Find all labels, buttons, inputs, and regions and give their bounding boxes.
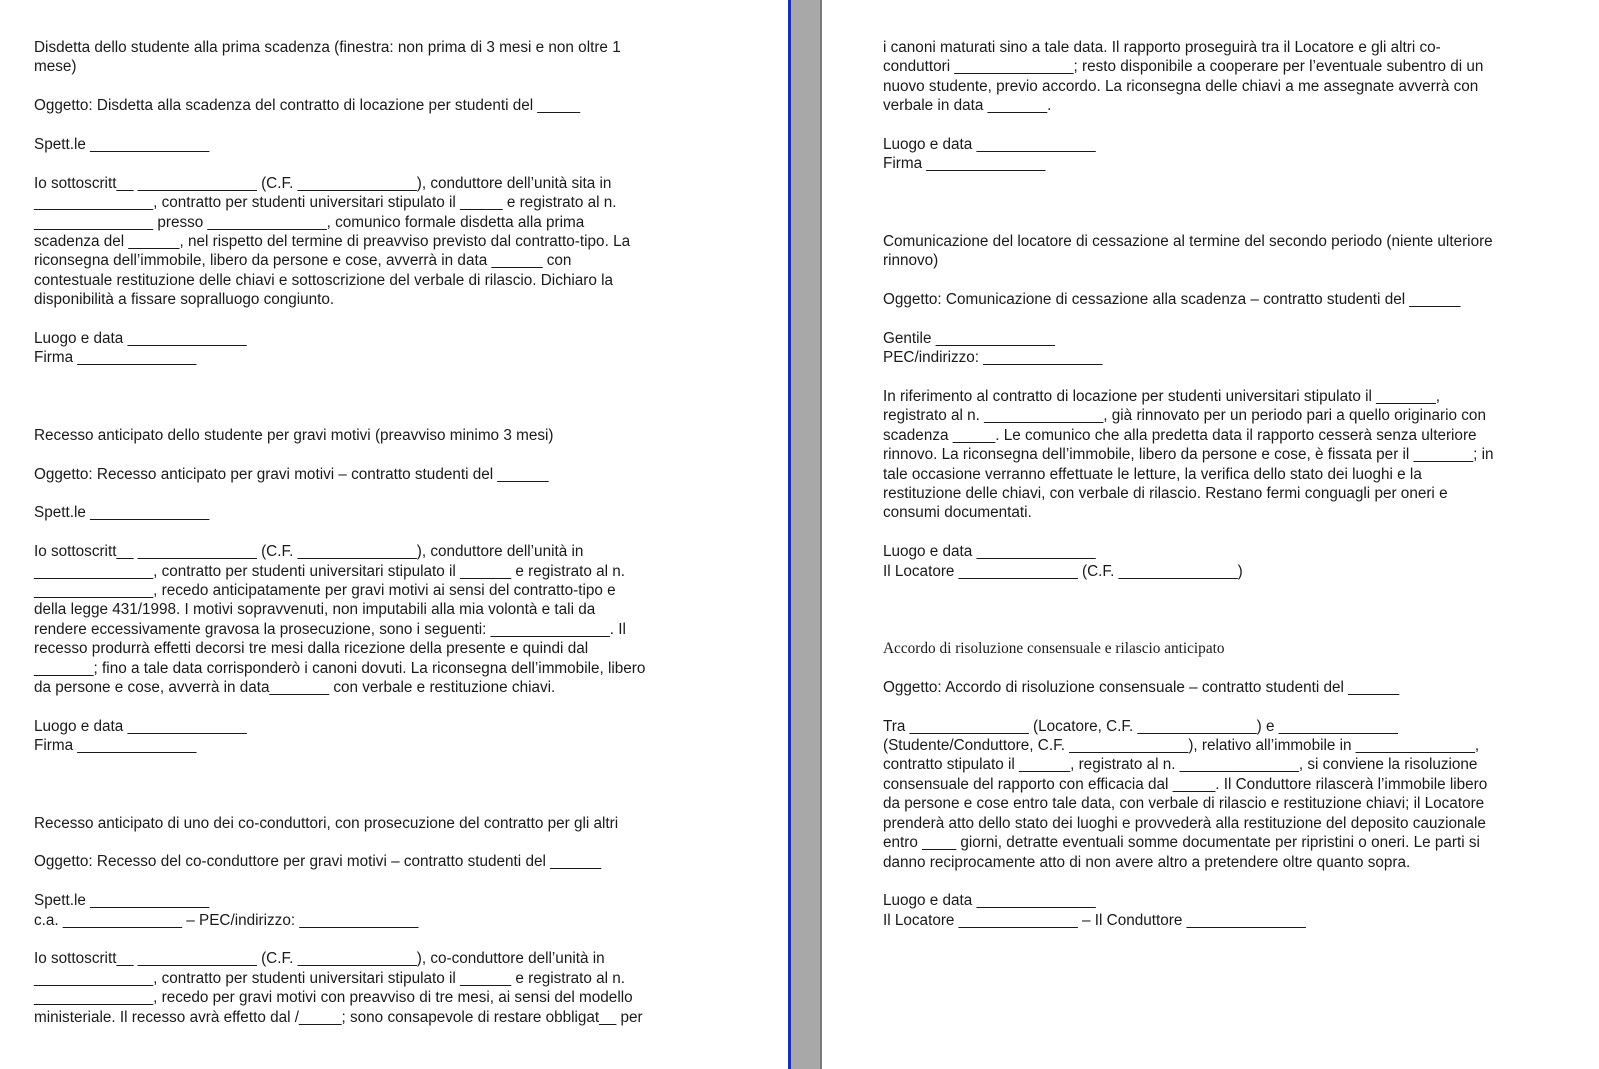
section-title: Disdetta dello studente alla prima scadenza (finestra: non prima di 3 mesi e non oltre 1 mese) xyxy=(34,39,621,76)
right-page xyxy=(822,0,1599,1069)
recipient-line: Spett.le ______________ c.a. ______________ – PEC/indirizzo: ______________ xyxy=(34,892,419,929)
section-title: Recesso anticipato dello studente per gravi motivi (preavviso minimo 3 mesi) xyxy=(34,426,554,444)
section-title: Comunicazione del locatore di cessazione al termine del secondo periodo (niente ulteriore rinnovo) xyxy=(883,232,1493,270)
right-page-column xyxy=(883,38,1553,930)
page-gutter xyxy=(790,0,822,1069)
recipient-line: Gentile ______________ PEC/indirizzo: ______________ xyxy=(883,329,1103,367)
signature-block: Luogo e data ______________ Firma ______________ xyxy=(883,136,1096,173)
letter-body: Tra ______________ (Locatore, C.F. ______________) e ______________ (Studente/Conduttore, C.F. ______________), relativo all’immobile in ______________, contratto stipulato il ______, registrato al n. ______________, si conviene la risoluzione consensuale del rapporto con efficacia dal _____. Il Conduttore rilascerà l’immobile libero da persone e cose entro tale data, con verbale di rilascio e restituzione chiavi; il Locatore prenderà atto dello stato dei luoghi e provvederà alla restituzione del deposito cauzionale entro ____ giorni, detratte eventuali somme documentate per ripristini o oneri. Le parti si danno reciprocamente atto di non avere altro a pretendere oltre quanto sopra. xyxy=(883,717,1488,871)
left-page xyxy=(0,0,790,1069)
left-page-column xyxy=(34,38,734,1027)
letter-body-continued: i canoni maturati sino a tale data. Il rapporto proseguirà tra il Locatore e gli altri co- conduttori ______________; resto disponibile a cooperare per l’eventuale subentro di un nuovo studente, previo accordo. La riconsegna delle chiavi a me assegnate avverrà con verbale in data _______. xyxy=(883,39,1484,115)
letter-body: Io sottoscritt__ ______________ (C.F. ______________), co-conduttore dell’unità in ______________, contratto per studenti universitari stipulato il ______ e registrato al n. ______________, recedo per gravi motivi con preavviso di tre mesi, ai sensi del modello ministeriale. Il recesso avrà effetto dal /_____; sono consapevole di restare obbligat__ per xyxy=(34,950,643,1026)
recipient-line: Spett.le ______________ xyxy=(34,504,210,522)
oggetto-line: Oggetto: Comunicazione di cessazione alla scadenza – contratto studenti del ______ xyxy=(883,291,1461,309)
section-title: Recesso anticipato di uno dei co-conduttori, con prosecuzione del contratto per gli altri xyxy=(34,814,619,832)
oggetto-line: Oggetto: Disdetta alla scadenza del contratto di locazione per studenti del _____ xyxy=(34,97,580,115)
oggetto-line: Oggetto: Accordo di risoluzione consensuale – contratto studenti del ______ xyxy=(883,678,1400,696)
signature-block: Luogo e data ______________ Firma ______________ xyxy=(34,330,247,367)
letter-body: Io sottoscritt__ ______________ (C.F. ______________), conduttore dell’unità sita in ______________, contratto per studenti universitari stipulato il _____ e registrato al n. ______________ presso ______________, comunico formale disdetta alla prima scadenza del ______, nel rispetto del termine di preavviso previsto dal contratto-tipo. La riconsegna dell’immobile, libero da persone e cose, avverrà in data ______ con contestuale restituzione delle chiavi e sottoscrizione del verbale di rilascio. Dichiaro la disponibilità a fissare sopralluogo congiunto. xyxy=(34,174,631,309)
page-boundary-line xyxy=(788,0,791,1069)
oggetto-line: Oggetto: Recesso anticipato per gravi motivi – contratto studenti del ______ xyxy=(34,465,549,483)
letter-body: In riferimento al contratto di locazione per studenti universitari stipulato il _______, registrato al n. ______________, già rinnovato per un periodo pari a quello originario con scadenza _____. Le comunico che alla predetta data il rapporto cesserà senza ulteriore rinnovo. La riconsegna dell’immobile, libero da persone e cose, è fissata per il _______; in tale occasione verranno effettuate le letture, la verifica dello stato dei luoghi e la restituzione delle chiavi, con verbale di rilascio. Restano fermi conguagli per oneri e consumi documentati. xyxy=(883,388,1494,522)
signature-block: Luogo e data ______________ Il Locatore ______________ (C.F. ______________) xyxy=(883,543,1243,580)
signature-block: Luogo e data ______________ Firma ______________ xyxy=(34,717,247,755)
signature-block: Luogo e data ______________ Il Locatore ______________ – Il Conduttore ______________ xyxy=(883,892,1306,929)
recipient-line: Spett.le ______________ xyxy=(34,136,210,153)
letter-body: Io sottoscritt__ ______________ (C.F. ______________), conduttore dell’unità in ______________, contratto per studenti universitari stipulato il ______ e registrato al n. ______________, recedo anticipatamente per gravi motivi ai sensi del contratto-tipo e della legge 431/1998. I motivi sopravvenuti, non imputabili alla mia volontà e tali da rendere eccessivamente gravosa la prosecuzione, sono i seguenti: ______________. Il recesso produrrà effetti decorsi tre mesi dalla ricezione della presente e quindi dal _______; fino a tale data corrisponderò i canoni dovuti. La riconsegna dell’immobile, libero da persone e cose, avverrà in data_______ con verbale e restituzione chiavi. xyxy=(34,543,646,697)
oggetto-line: Oggetto: Recesso del co-conduttore per gravi motivi – contratto studenti del ______ xyxy=(34,853,602,871)
section-title: Accordo di risoluzione consensuale e rilascio anticipato xyxy=(883,640,1225,658)
